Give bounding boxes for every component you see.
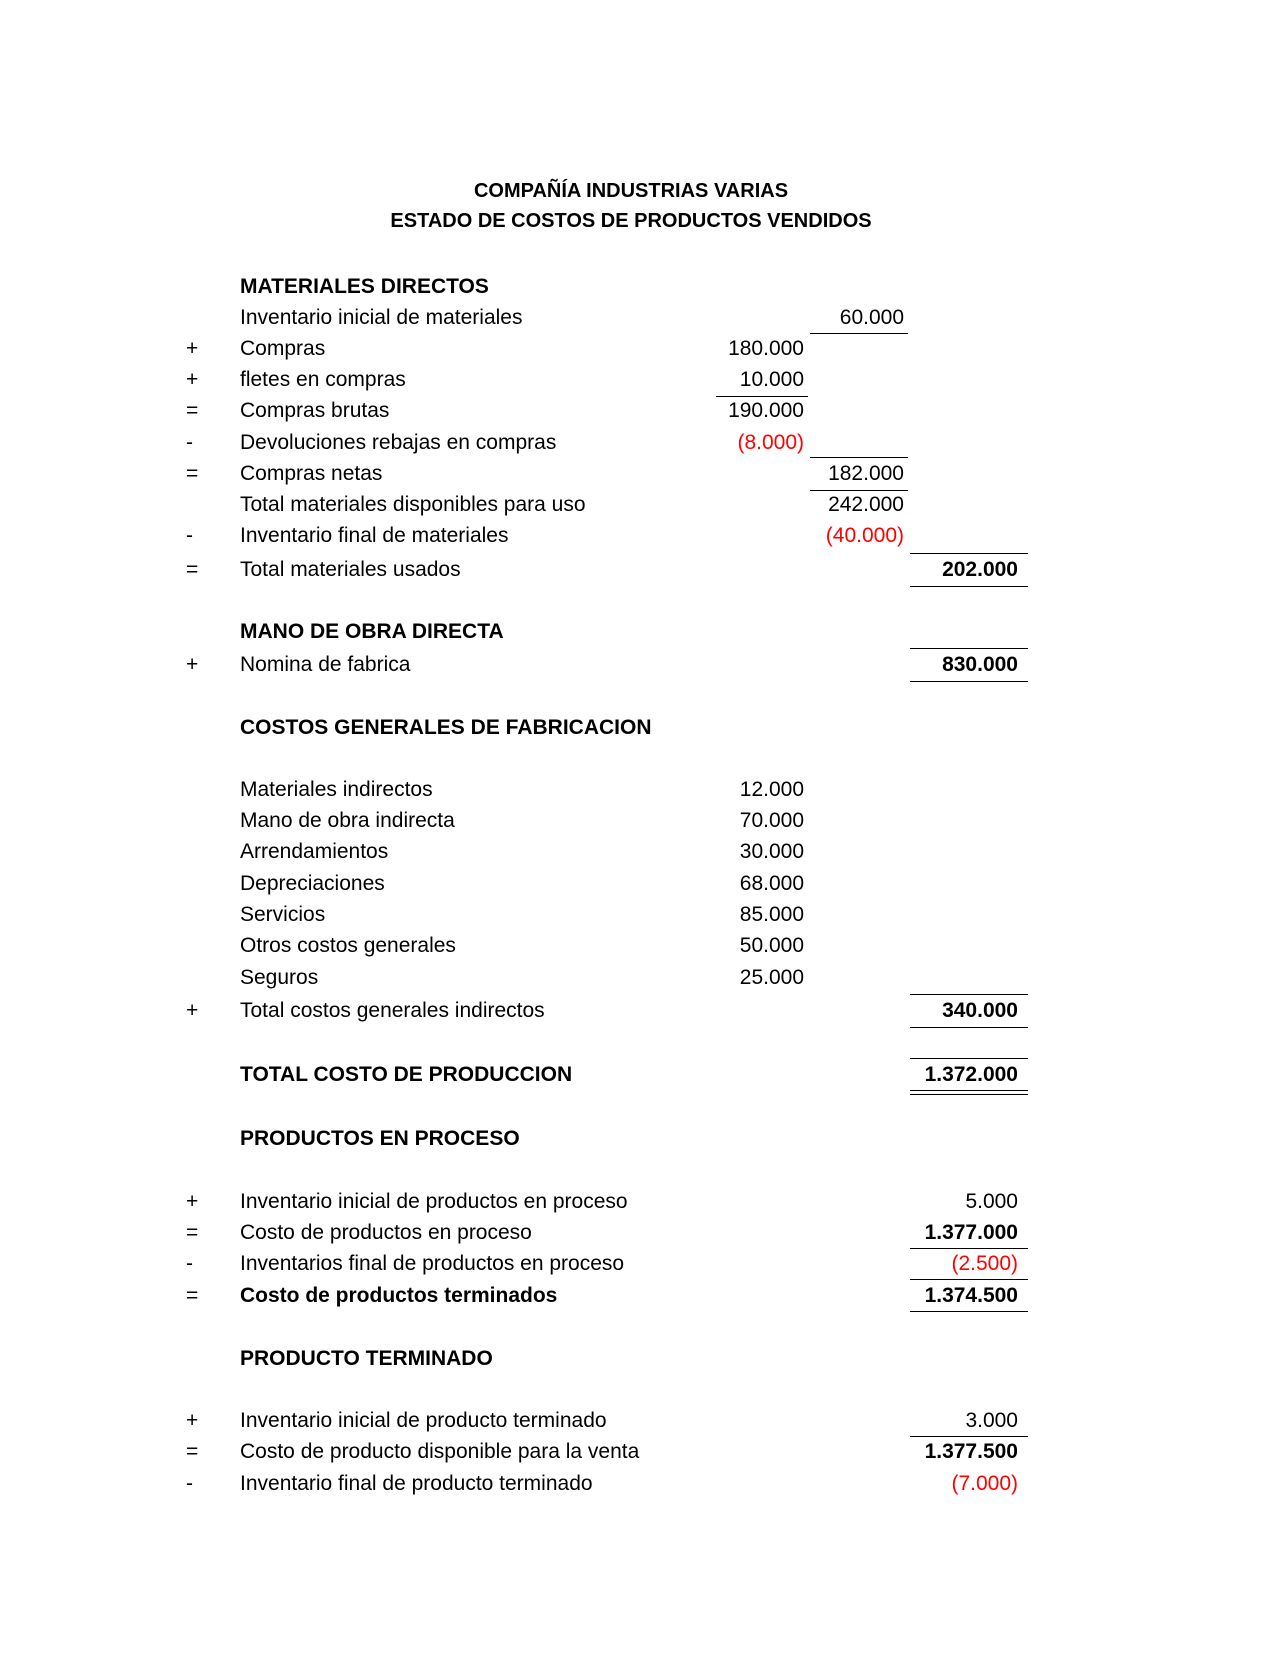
double-underline bbox=[910, 1090, 1028, 1095]
sign: + bbox=[186, 1190, 199, 1213]
underline bbox=[910, 1279, 1028, 1280]
row-label: Servicios bbox=[240, 903, 326, 926]
statement-title: ESTADO DE COSTOS DE PRODUCTOS VENDIDOS bbox=[390, 210, 872, 232]
row-value: (2.500) bbox=[951, 1252, 1018, 1275]
list-item bbox=[0, 806, 1280, 836]
underline bbox=[910, 648, 1028, 649]
row-label: Otros costos generales bbox=[240, 934, 456, 957]
row-label: Arrendamientos bbox=[240, 840, 389, 863]
row-label: Total costos generales indirectos bbox=[240, 999, 545, 1022]
section-heading: COSTOS GENERALES DE FABRICACION bbox=[240, 716, 652, 739]
row-value: 202.000 bbox=[942, 558, 1018, 581]
row-devoluciones bbox=[0, 428, 1280, 458]
sign: + bbox=[186, 1409, 199, 1432]
row-label: Costo de producto disponible para la venta bbox=[240, 1440, 640, 1463]
row-label: Devoluciones rebajas en compras bbox=[240, 431, 557, 454]
row-costo-terminados bbox=[0, 1281, 1280, 1311]
row-label: fletes en compras bbox=[240, 368, 406, 391]
row-value: 70.000 bbox=[739, 809, 804, 832]
row-value: 1.377.500 bbox=[924, 1440, 1018, 1463]
company-title: COMPAÑÍA INDUSTRIAS VARIAS bbox=[473, 180, 789, 202]
sign: - bbox=[186, 1472, 193, 1495]
section-heading: PRODUCTO TERMINADO bbox=[240, 1347, 493, 1370]
section-terminado bbox=[0, 1344, 1280, 1374]
row-value: 190.000 bbox=[728, 399, 804, 422]
row-label: Inventario inicial de materiales bbox=[240, 306, 523, 329]
list-item bbox=[0, 963, 1280, 993]
row-nomina bbox=[0, 650, 1280, 680]
row-value: 50.000 bbox=[739, 934, 804, 957]
sign: + bbox=[186, 337, 199, 360]
list-item bbox=[0, 775, 1280, 805]
row-disponible-venta bbox=[0, 1437, 1280, 1467]
section-heading: MANO DE OBRA DIRECTA bbox=[240, 620, 504, 643]
row-fletes bbox=[0, 365, 1280, 395]
row-label: Compras bbox=[240, 337, 326, 360]
row-value: 12.000 bbox=[739, 778, 804, 801]
row-inv-inicial-terminado bbox=[0, 1406, 1280, 1436]
section-heading: PRODUCTOS EN PROCESO bbox=[240, 1127, 520, 1150]
sign: = bbox=[186, 462, 199, 485]
underline bbox=[910, 1058, 1028, 1059]
underline bbox=[910, 1311, 1028, 1312]
sign: = bbox=[186, 399, 199, 422]
row-inv-final-terminado bbox=[0, 1469, 1280, 1499]
sign: - bbox=[186, 1252, 193, 1275]
row-compras-netas bbox=[0, 459, 1280, 489]
row-inv-inicial-materiales bbox=[0, 303, 1280, 333]
sign: + bbox=[186, 999, 199, 1022]
row-inv-final-proceso bbox=[0, 1249, 1280, 1279]
sign: + bbox=[186, 653, 199, 676]
underline bbox=[910, 553, 1028, 554]
row-value: 60.000 bbox=[839, 306, 904, 329]
row-value: 68.000 bbox=[739, 872, 804, 895]
row-value: 340.000 bbox=[942, 999, 1018, 1022]
underline bbox=[810, 457, 908, 458]
row-label: Inventario final de producto terminado bbox=[240, 1472, 593, 1495]
row-value: 180.000 bbox=[728, 337, 804, 360]
row-compras-brutas bbox=[0, 396, 1280, 426]
row-disponibles bbox=[0, 490, 1280, 520]
row-value: 1.377.000 bbox=[924, 1221, 1018, 1244]
row-value: 10.000 bbox=[739, 368, 804, 391]
row-total-materiales-usados bbox=[0, 555, 1280, 585]
row-label: TOTAL COSTO DE PRODUCCION bbox=[240, 1063, 573, 1086]
row-label: Materiales indirectos bbox=[240, 778, 433, 801]
underline bbox=[910, 1027, 1028, 1028]
sign: - bbox=[186, 431, 193, 454]
row-value: 5.000 bbox=[965, 1190, 1018, 1213]
row-label: Total materiales disponibles para uso bbox=[240, 493, 586, 516]
row-value: 182.000 bbox=[828, 462, 904, 485]
list-item bbox=[0, 837, 1280, 867]
row-value: 25.000 bbox=[739, 966, 804, 989]
list-item bbox=[0, 931, 1280, 961]
row-label: Compras brutas bbox=[240, 399, 390, 422]
row-inv-final-materiales bbox=[0, 521, 1280, 551]
row-total-produccion bbox=[0, 1060, 1280, 1090]
row-value: 3.000 bbox=[965, 1409, 1018, 1432]
row-value: (8.000) bbox=[737, 431, 804, 454]
row-value: (7.000) bbox=[951, 1472, 1018, 1495]
row-value: 242.000 bbox=[828, 493, 904, 516]
section-heading: MATERIALES DIRECTOS bbox=[240, 275, 489, 298]
row-label: Total materiales usados bbox=[240, 558, 461, 581]
row-label: Costo de productos terminados bbox=[240, 1284, 558, 1307]
row-value: 830.000 bbox=[942, 653, 1018, 676]
row-label: Mano de obra indirecta bbox=[240, 809, 455, 832]
section-cgf bbox=[0, 713, 1280, 743]
row-value: 1.372.000 bbox=[924, 1063, 1018, 1086]
sign: - bbox=[186, 524, 193, 547]
row-label: Inventario final de materiales bbox=[240, 524, 509, 547]
section-proceso bbox=[0, 1124, 1280, 1154]
list-item bbox=[0, 869, 1280, 899]
row-value: 85.000 bbox=[739, 903, 804, 926]
section-materiales bbox=[0, 272, 1280, 302]
row-value: 1.374.500 bbox=[924, 1284, 1018, 1307]
list-item bbox=[0, 900, 1280, 930]
row-compras bbox=[0, 334, 1280, 364]
sign: = bbox=[186, 558, 199, 581]
underline bbox=[910, 586, 1028, 587]
underline bbox=[910, 994, 1028, 995]
row-label: Nomina de fabrica bbox=[240, 653, 411, 676]
underline bbox=[910, 681, 1028, 682]
row-value: (40.000) bbox=[825, 524, 904, 547]
sign: = bbox=[186, 1221, 199, 1244]
row-label: Inventario inicial de productos en proceso bbox=[240, 1190, 628, 1213]
row-total-cgf bbox=[0, 996, 1280, 1026]
section-mano-obra bbox=[0, 617, 1280, 647]
sign: = bbox=[186, 1440, 199, 1463]
row-label: Inventarios final de productos en proceso bbox=[240, 1252, 625, 1275]
sign: = bbox=[186, 1284, 199, 1307]
row-label: Seguros bbox=[240, 966, 319, 989]
row-costo-proceso bbox=[0, 1218, 1280, 1248]
row-label: Depreciaciones bbox=[240, 872, 385, 895]
row-label: Compras netas bbox=[240, 462, 383, 485]
row-label: Costo de productos en proceso bbox=[240, 1221, 532, 1244]
row-inv-inicial-proceso bbox=[0, 1187, 1280, 1217]
sign: + bbox=[186, 368, 199, 391]
row-label: Inventario inicial de producto terminado bbox=[240, 1409, 607, 1432]
row-value: 30.000 bbox=[739, 840, 804, 863]
